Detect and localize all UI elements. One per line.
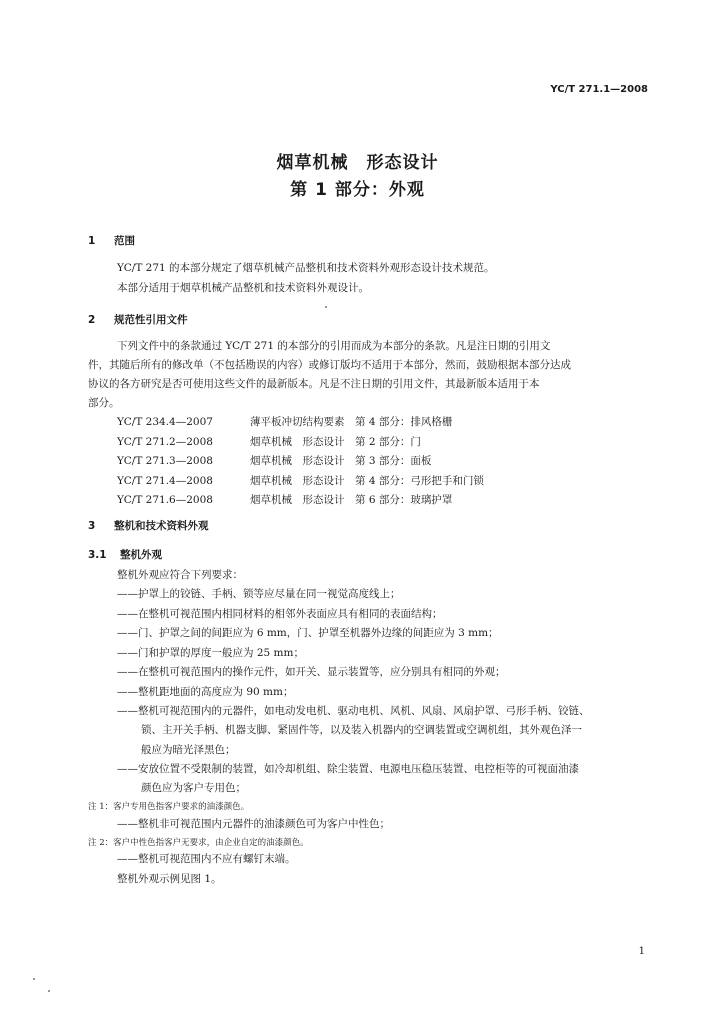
document-title: 烟草机械 形态设计 (276, 153, 439, 173)
reference-title: 烟草机械 形态设计 第 6 部分：玻璃护罩 (250, 494, 453, 506)
section-1-paragraph: 本部分适用于烟草机械产品整机和技术资料外观设计。 (117, 282, 369, 294)
section-number: 2 (88, 314, 96, 326)
section-2-heading (88, 312, 188, 327)
reference-item (117, 433, 484, 453)
document-subtitle: 第 1 部分：外观 (290, 180, 425, 200)
reference-item (117, 413, 484, 433)
reference-code: YC/T 271.4—2008 (117, 474, 213, 487)
requirement-item: ——安放位置不受限制的装置，如冷却机组、除尘装置、电源电压稳压装置、电控柜等的可视面油漆 (117, 763, 579, 775)
scan-speck (325, 306, 327, 308)
standard-number: YC/T 271.1—2008 (550, 84, 648, 95)
scan-speck (48, 990, 50, 992)
requirement-item: ——门和护罩的厚度一般应为 25 mm； (117, 647, 304, 659)
section-2-paragraph-line: 件，其随后所有的修改单（不包括勘误的内容）或修订版均不适用于本部分，然而，鼓励根据本部分达成 (88, 359, 571, 371)
section-title: 规范性引用文件 (114, 314, 188, 326)
section-2-paragraph-line: 部分。 (88, 397, 120, 409)
reference-item (117, 452, 484, 472)
subsection-number: 3.1 (88, 549, 107, 561)
reference-item (117, 491, 484, 511)
requirement-item: ——门、护罩之间的间距应为 6 mm，门、护罩至机器外边缘的间距应为 3 mm； (117, 627, 499, 639)
subsection-title: 整机外观 (120, 549, 162, 561)
subsection-intro: 整机外观应符合下列要求： (117, 569, 243, 581)
reference-title: 烟草机械 形态设计 第 4 部分：弓形把手和门锁 (250, 474, 484, 487)
subsection-3-1-heading (88, 547, 162, 562)
requirement-item: ——护罩上的铰链、手柄、锁等应尽量在同一视觉高度线上； (117, 588, 401, 600)
section-1-heading (88, 233, 135, 248)
section-number: 1 (88, 235, 96, 247)
reference-item (117, 472, 484, 492)
requirement-item-continuation: 颜色应为客户专用色； (141, 782, 246, 794)
requirement-item: ——在整机可视范围内相同材料的相邻外表面应具有相同的表面结构； (117, 608, 443, 620)
requirement-item: ——整机距地面的高度应为 90 mm； (117, 686, 294, 698)
reference-title: 烟草机械 形态设计 第 3 部分：面板 (250, 455, 432, 467)
requirement-item-continuation: 般应为暗光泽黑色； (141, 744, 236, 756)
closing-sentence: 整机外观示例见图 1。 (117, 873, 222, 885)
reference-list (117, 413, 484, 511)
section-number: 3 (88, 520, 96, 532)
note: 注 1：客户专用色指客户要求的油漆颜色。 (88, 802, 250, 812)
requirement-item: ——整机可视范围内的元器件，如电动发电机、驱动电机、风机、风扇、风扇护罩、弓形手柄、铰链、 (117, 705, 590, 717)
reference-code: YC/T 271.6—2008 (117, 494, 213, 506)
reference-title: 薄平板冲切结构要素 第 4 部分：排风格栅 (250, 416, 453, 428)
section-title: 整机和技术资料外观 (114, 520, 209, 532)
page-number: 1 (638, 946, 645, 957)
reference-code: YC/T 271.3—2008 (117, 455, 213, 467)
section-title: 范围 (114, 235, 135, 247)
reference-title: 烟草机械 形态设计 第 2 部分：门 (250, 435, 421, 448)
requirement-item: ——整机非可视范围内元器件的油漆颜色可为客户中性色； (117, 818, 390, 830)
reference-code: YC/T 234.4—2007 (117, 416, 213, 428)
section-2-paragraph-line: 下列文件中的条款通过 YC/T 271 的本部分的引用而成为本部分的条款。凡是注日期的引用文 (117, 340, 551, 352)
requirement-item: ——整机可视范围内不应有螺钉末端。 (117, 853, 296, 865)
requirement-item-continuation: 锁、主开关手柄、机器支脚、紧固件等，以及装入机器内的空调装置或空调机组，其外观色泽一 (141, 724, 582, 736)
reference-code: YC/T 271.2—2008 (117, 435, 213, 448)
section-3-heading (88, 518, 209, 533)
section-1-paragraph: YC/T 271 的本部分规定了烟草机械产品整机和技术资料外观形态设计技术规范。 (117, 262, 495, 274)
scan-speck (33, 978, 35, 980)
section-2-paragraph-line: 协议的各方研究是否可使用这些文件的最新版本。凡是不注日期的引用文件，其最新版本适用于本 (88, 378, 540, 390)
note: 注 2：客户中性色指客户无要求，由企业自定的油漆颜色。 (88, 838, 309, 848)
requirement-item: ——在整机可视范围内的操作元件，如开关、显示装置等，应分别具有相同的外观； (117, 666, 506, 678)
